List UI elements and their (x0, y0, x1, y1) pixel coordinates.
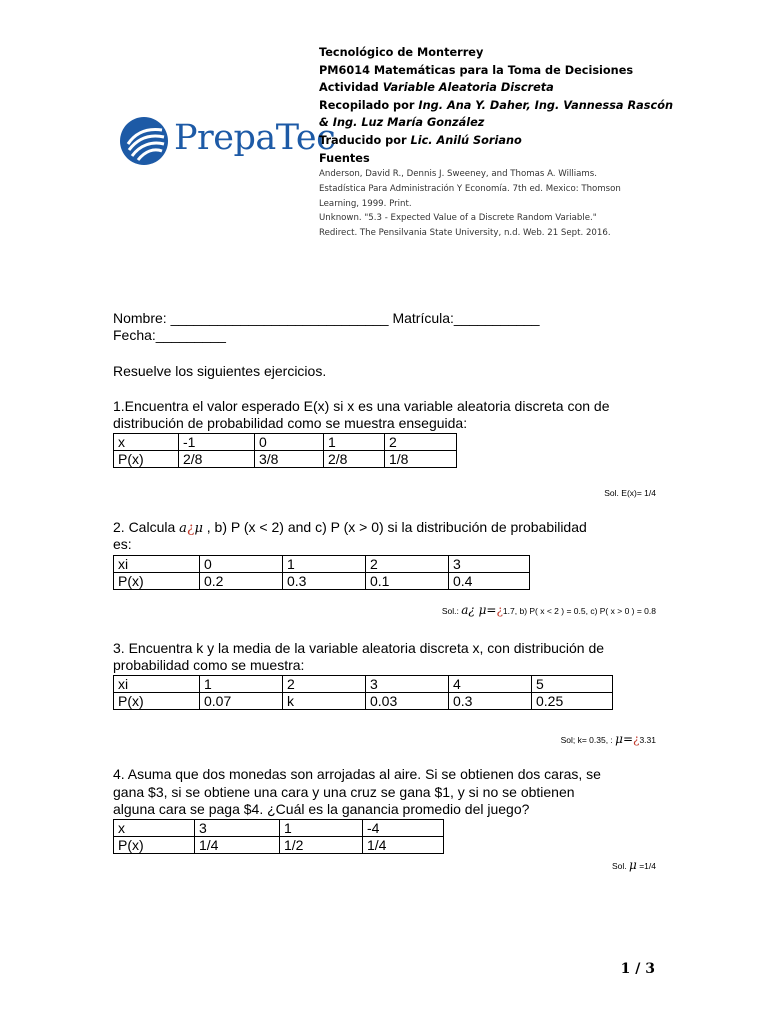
compiled-by-1: Ing. Ana Y. Daher, Ing. Vannessa Rascón (418, 98, 674, 112)
table-cell: P(x) (114, 837, 195, 854)
exercise-1-text-line: 1.Encuentra el valor esperado E(x) si x es una variable aleatoria discreta con de (113, 398, 610, 414)
sources-label: Fuentes (319, 151, 370, 165)
exercise-4-text-line: alguna cara se paga $4. ¿Cuál es la ganancia promedio del juego? (113, 801, 530, 817)
solution-prefix: Sol.: (441, 606, 462, 616)
name-enrollment-line: Nombre: ____________________________ Matrícula:___________ (113, 310, 540, 326)
table-cell: 3 (366, 676, 449, 693)
prepatec-logo (118, 114, 336, 170)
compiled-line-2 (319, 114, 759, 132)
exercise-3-solution (561, 732, 656, 746)
exercise-4-text-line: gana $3, si se obtiene una cara y una cruz se gana $1, y si no se obtienen (113, 784, 575, 800)
table-cell: 3/8 (255, 451, 324, 468)
brand-name: PrepaTec (174, 118, 336, 158)
exercise-4-text-line: 4. Asuma que dos monedas son arrojadas al aire. Si se obtienen dos caras, se (113, 766, 601, 782)
exercise-1-solution: Sol. E(x)= 1/4 (604, 488, 656, 498)
table-cell: xi (114, 676, 200, 693)
exercise-3-text-line: 3. Encuentra k y la media de la variable aleatoria discreta x, con distribución de (113, 640, 605, 656)
exercise-4-solution (612, 858, 656, 872)
table-row (114, 451, 457, 468)
exercise-2-rest: , b) P (x < 2) and c) P (x > 0) si la distribución de probabilidad (202, 519, 587, 535)
activity-line (319, 79, 759, 97)
table-row (114, 837, 444, 854)
table-cell: 3 (449, 556, 530, 573)
solution-prefix: Sol. (612, 861, 630, 871)
solution-formula: μ (629, 858, 637, 872)
symbol-mu: μ (194, 521, 203, 536)
solution-rest: 3.31 (639, 735, 656, 745)
table-cell: xi (114, 556, 200, 573)
translated-prefix: Traducido por (319, 133, 411, 147)
table-cell: 2/8 (324, 451, 385, 468)
table-cell: 3 (195, 820, 280, 837)
solution-formula: μ= (615, 732, 634, 746)
page-indicator: 1 / 3 (620, 961, 655, 977)
translated-line (319, 132, 759, 150)
exercise-4-table (113, 819, 444, 854)
exercise-1-text-line: distribución de probabilidad como se muestra enseguida: (113, 415, 468, 431)
table-cell: k (283, 693, 366, 710)
institution: Tecnológico de Monterrey (319, 46, 484, 59)
table-cell: 1 (283, 556, 366, 573)
course-title: PM6014 Matemáticas para la Toma de Decisiones (319, 63, 634, 77)
table-cell: 0.3 (449, 693, 532, 710)
table-cell: 5 (532, 676, 613, 693)
solution-rest: 1.7, b) P( x < 2 ) = 0.5, c) P( x > 0 ) = 0.8 (502, 606, 656, 616)
table-row (114, 820, 444, 837)
table-cell: x (114, 820, 195, 837)
compiled-prefix: Recopilado por (319, 98, 419, 112)
table-cell: 2/8 (179, 451, 255, 468)
table-row (114, 573, 530, 590)
source-line: Redirect. The Pensilvania State University, n.d. Web. 21 Sept. 2016. (319, 227, 611, 238)
translated-by: Lic. Anilú Soriano (410, 133, 522, 147)
table-row (114, 676, 613, 693)
exercise-2-prefix: 2. Calcula (113, 519, 180, 535)
table-cell: 0 (200, 556, 283, 573)
header-block (319, 44, 759, 241)
table-cell: 0.2 (200, 573, 283, 590)
exercise-1-table (113, 433, 457, 468)
activity-prefix: Actividad (319, 81, 383, 95)
table-cell: 1 (200, 676, 283, 693)
solution-formula: a¿ μ= (461, 603, 497, 617)
table-cell: 2 (385, 434, 457, 451)
symbol-placeholder: ¿ (186, 520, 195, 536)
table-row (114, 693, 613, 710)
table-row (114, 556, 530, 573)
table-cell: 0.25 (532, 693, 613, 710)
table-cell: 0.3 (283, 573, 366, 590)
exercise-3-table (113, 675, 613, 710)
symbol-a: a (179, 521, 187, 536)
table-cell: 0.03 (366, 693, 449, 710)
table-cell: 0.4 (449, 573, 530, 590)
table-cell: 1/2 (280, 837, 363, 854)
table-cell: P(x) (114, 451, 179, 468)
table-cell: P(x) (114, 573, 200, 590)
exercise-2-text-line: es: (113, 536, 132, 552)
table-row (114, 434, 457, 451)
exercise-2-table (113, 555, 530, 590)
table-cell: 0 (255, 434, 324, 451)
prepatec-flame-icon (118, 114, 170, 166)
table-cell: 4 (449, 676, 532, 693)
symbol-placeholder: ¿ (496, 603, 503, 617)
source-line: Learning, 1999. Print. (319, 198, 412, 209)
table-cell: -1 (179, 434, 255, 451)
table-cell: 0.07 (200, 693, 283, 710)
table-cell: 1 (280, 820, 363, 837)
source-line: Estadística Para Administración Y Economía. 7th ed. Mexico: Thomson (319, 183, 621, 194)
table-cell: 1/8 (385, 451, 457, 468)
table-cell: P(x) (114, 693, 200, 710)
activity-title: Variable Aleatoria Discreta (382, 81, 554, 95)
compiled-by-2: & Ing. Luz María González (319, 116, 485, 130)
symbol-placeholder: ¿ (633, 732, 640, 746)
instructions: Resuelve los siguientes ejercicios. (113, 363, 327, 379)
table-cell: 2 (283, 676, 366, 693)
compiled-line-1 (319, 97, 759, 115)
table-cell: 0.1 (366, 573, 449, 590)
table-cell: 2 (366, 556, 449, 573)
source-line: Unknown. "5.3 - Expected Value of a Discrete Random Variable." (319, 213, 597, 224)
table-cell: 1/4 (363, 837, 444, 854)
table-cell: 1/4 (195, 837, 280, 854)
solution-prefix: Sol; k= 0.35, : (560, 735, 616, 745)
table-cell: -4 (363, 820, 444, 837)
date-line: Fecha:_________ (113, 327, 226, 343)
table-cell: 1 (324, 434, 385, 451)
source-line: Anderson, David R., Dennis J. Sweeney, and Thomas A. Williams. (319, 169, 597, 180)
solution-rest: =1/4 (636, 861, 656, 871)
exercise-3-text-line: probabilidad como se muestra: (113, 657, 305, 673)
exercise-2-text-line (113, 519, 587, 537)
exercise-2-solution (442, 603, 656, 617)
table-cell: x (114, 434, 179, 451)
